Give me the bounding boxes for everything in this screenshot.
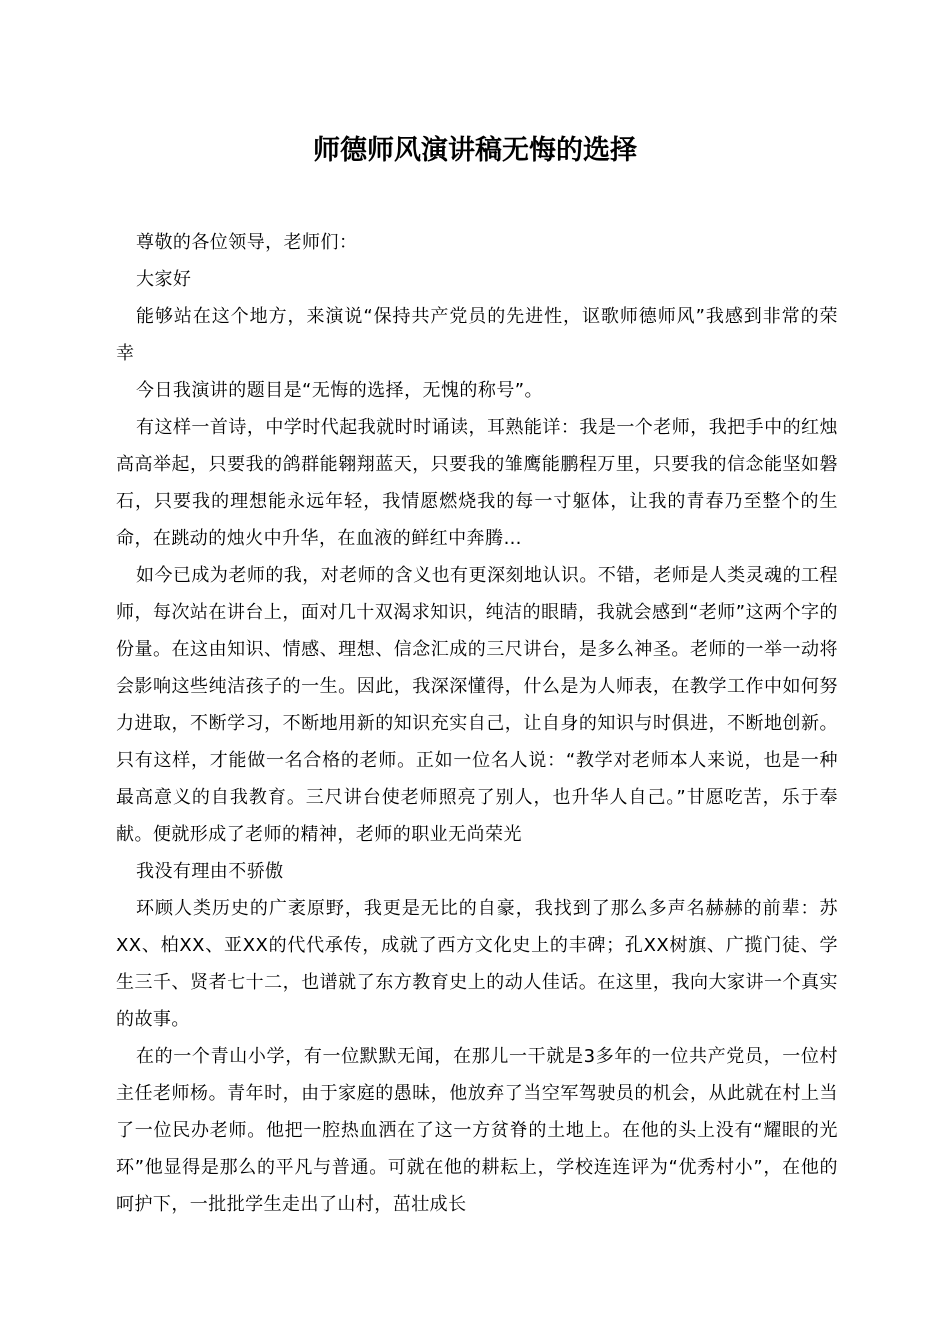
paragraph-honor: 能够站在这个地方，来演说“保持共产党员的先进性，讴歌师德师风”我感到非常的荣幸 (116, 306, 838, 364)
paragraph-story: 在的一个青山小学，有一位默默无闻，在那儿一干就是3多年的一位共产党员，一位村主任老师杨。青年时，由于家庭的愚昧，他放弃了当空军驾驶员的机会，从此就在村上当了一位民办老师。他把一腔热血洒在了这一方贫脊的土地上。在他的头上没有“耀眼的光环”他显得是那么的平凡与普通。可就在他的耕耘上，学校连连评为“优秀村小”，在他的呵护下，一批批学生走出了山村，茁壮成长 (116, 1046, 838, 1215)
paragraph-poem: 有这样一首诗，中学时代起我就时时诵读，耳熟能详：我是一个老师，我把手中的红烛高高举起，只要我的鸽群能翱翔蓝天，只要我的雏鹰能鹏程万里，只要我的信念能坚如磐石，只要我的理想能永远年轻，我情愿燃烧我的每一寸躯体，让我的青春乃至整个的生命，在跳动的烛火中升华，在血液的鲜红中奔腾… (116, 417, 838, 549)
document-title: 师德师风演讲稿无悔的选择 (313, 135, 637, 166)
paragraph-teacher-meaning: 如今已成为老师的我，对老师的含义也有更深刻地认识。不错，老师是人类灵魂的工程师，每次站在讲台上，面对几十双渴求知识，纯洁的眼睛，我就会感到“老师”这两个字的份量。在这由知识、情感、理想、信念汇成的三尺讲台，是多么神圣。老师的一举一动将会影响这些纯洁孩子的一生。因此，我深深懂得，什么是为人师表，在教学工作中如何努力进取，不断学习，不断地用新的知识充实自己，让自身的知识与时俱进，不断地创新。只有这样，才能做一名合格的老师。正如一位名人说：“教学对老师本人来说，也是一种最高意义的自我教育。三尺讲台使老师照亮了别人，也升华人自己。”甘愿吃苦，乐于奉献。便就形成了老师的精神，老师的职业无尚荣光 (116, 565, 838, 845)
paragraph-history: 环顾人类历史的广袤原野，我更是无比的自豪，我找到了那么多声名赫赫的前辈：苏XX、柏XX、亚XX的代代承传，成就了西方文化史上的丰碑；孔XX树旗、广揽门徒、学生三千、贤者七十二，也谱就了东方教育史上的动人佳话。在这里，我向大家讲一个真实的故事。 (116, 898, 838, 1030)
paragraph-topic: 今日我演讲的题目是“无悔的选择，无愧的称号”。 (136, 380, 543, 401)
paragraph-pride: 我没有理由不骄傲 (136, 861, 284, 882)
paragraph-salutation: 尊敬的各位领导，老师们： (136, 232, 358, 253)
paragraph-greeting: 大家好 (136, 269, 192, 290)
document-body (116, 224, 838, 1223)
